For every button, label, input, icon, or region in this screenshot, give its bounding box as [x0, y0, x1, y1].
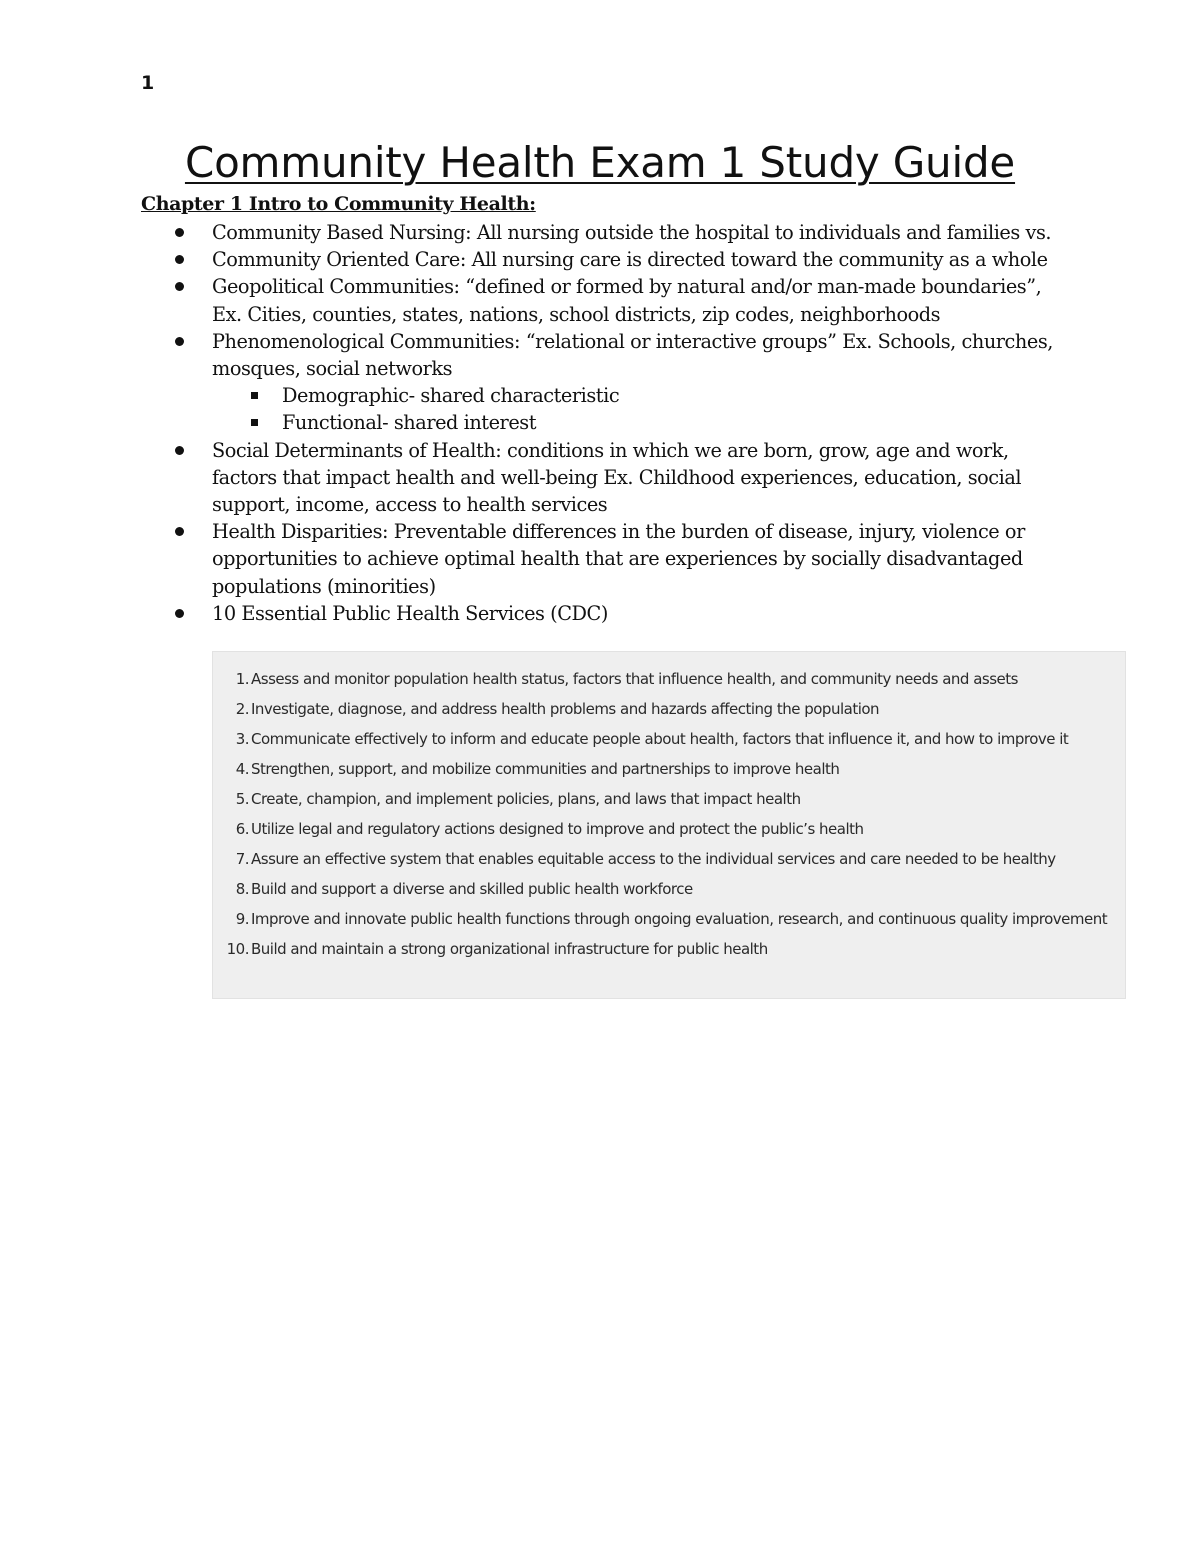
bullet-text: 10 Essential Public Health Services (CDC)	[212, 601, 608, 625]
item-number: 9.	[235, 910, 249, 928]
item-number: 6.	[235, 820, 249, 838]
list-item	[213, 757, 1127, 781]
bullet-icon	[175, 527, 184, 536]
square-bullet-icon	[251, 392, 258, 399]
sub-list-item	[282, 382, 1072, 409]
list-item	[213, 817, 1127, 841]
bullet-icon	[175, 282, 184, 291]
chapter-heading: Chapter 1 Intro to Community Health:	[141, 193, 536, 215]
item-number: 2.	[235, 700, 249, 718]
list-item	[213, 697, 1127, 721]
item-text: Assure an effective system that enables equitable access to the individual services and care needed to be healthy	[251, 850, 1056, 868]
item-text: Build and support a diverse and skilled public health workforce	[251, 880, 693, 898]
item-number: 8.	[235, 880, 249, 898]
list-item	[212, 273, 1072, 327]
list-item	[212, 437, 1072, 519]
item-number: 10.	[226, 940, 249, 958]
item-text: Improve and innovate public health functions through ongoing evaluation, research, and continuous quality improvement	[251, 910, 1108, 928]
bullet-text: Geopolitical Communities: “defined or formed by natural and/or man-made boundaries”, Ex. Cities, counties, states, nations, school districts, zip codes, neighborhoods	[212, 275, 1042, 326]
item-text: Communicate effectively to inform and educate people about health, factors that influence it, and how to improve it	[251, 730, 1069, 748]
sub-list-item	[282, 409, 1072, 436]
sub-bullet-text: Demographic- shared characteristic	[282, 384, 620, 408]
list-item	[212, 600, 1072, 627]
page-title: Community Health Exam 1 Study Guide	[184, 138, 1016, 187]
bullet-text: Phenomenological Communities: “relational or interactive groups” Ex. Schools, churches, mosques, social networks	[212, 329, 1053, 381]
item-number: 1.	[235, 670, 249, 688]
list-item	[213, 727, 1127, 751]
item-text: Create, champion, and implement policies, plans, and laws that impact health	[251, 790, 801, 808]
bullet-icon	[175, 446, 184, 455]
item-number: 3.	[235, 730, 249, 748]
item-number: 7.	[235, 850, 249, 868]
list-item	[213, 937, 1127, 961]
bullet-text: Community Oriented Care: All nursing care is directed toward the community as a whole	[212, 248, 1048, 272]
list-item	[213, 877, 1127, 901]
item-number: 5.	[235, 790, 249, 808]
item-text: Build and maintain a strong organizational infrastructure for public health	[251, 940, 768, 958]
chapter-bullet-list	[212, 219, 1072, 627]
item-text: Investigate, diagnose, and address health problems and hazards affecting the population	[251, 700, 880, 718]
bullet-icon	[175, 228, 184, 237]
sub-bullet-list	[212, 382, 1072, 436]
list-item	[212, 219, 1072, 246]
list-item	[212, 518, 1072, 600]
list-item	[213, 847, 1127, 871]
list-item	[212, 328, 1072, 437]
item-text: Assess and monitor population health status, factors that influence health, and community needs and assets	[251, 670, 1018, 688]
item-text: Utilize legal and regulatory actions designed to improve and protect the public’s health	[251, 820, 864, 838]
cdc-services-image	[212, 651, 1126, 999]
list-item	[213, 787, 1127, 811]
sub-bullet-text: Functional- shared interest	[282, 411, 537, 435]
bullet-icon	[175, 255, 184, 264]
bullet-icon	[175, 609, 184, 618]
bullet-text: Health Disparities: Preventable differences in the burden of disease, injury, violence or opportunities to achieve optimal health that are experiences by socially disadvantaged populations (minorities)	[212, 520, 1025, 598]
page-number: 1	[141, 72, 155, 94]
bullet-text: Social Determinants of Health: conditions in which we are born, grow, age and work, factors that impact health and well-being Ex. Childhood experiences, education, social support, income, access to health services	[212, 438, 1022, 517]
list-item	[212, 246, 1072, 273]
square-bullet-icon	[251, 419, 258, 426]
item-text: Strengthen, support, and mobilize communities and partnerships to improve health	[251, 760, 840, 778]
list-item	[213, 667, 1127, 691]
cdc-services-list	[213, 667, 1127, 967]
item-number: 4.	[235, 760, 249, 778]
list-item	[213, 907, 1127, 931]
bullet-icon	[175, 337, 184, 346]
bullet-text: Community Based Nursing: All nursing outside the hospital to individuals and families vs.	[212, 221, 1052, 244]
